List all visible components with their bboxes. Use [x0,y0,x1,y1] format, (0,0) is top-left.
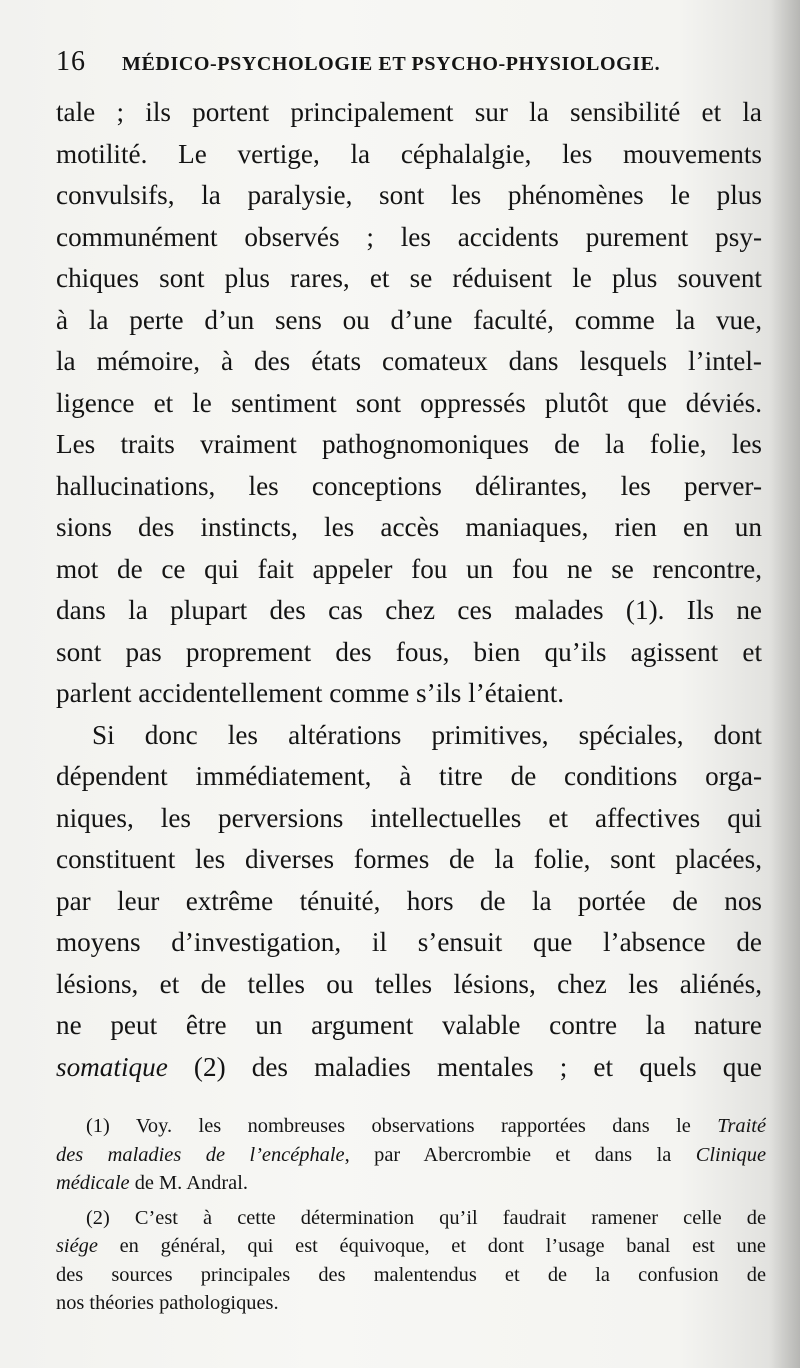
footnote-1-line [56,1141,766,1170]
footnote-1-line [56,1169,766,1198]
text-line: ligence et le sentiment sont oppressés plutôt que déviés. [56,387,762,418]
footnote-2-line: des sources principales des malentendus et de la confusion de [56,1263,766,1286]
main-text [56,92,762,1088]
paragraph-start-line: Si donc les altérations primitives, spéciales, dont [92,719,762,750]
text-line: ne peut être un argument valable contre la nature [56,1010,762,1040]
text-line: à la perte d’un sens ou d’une faculté, comme la vue, [56,304,762,335]
text-line: sions des instincts, les accès maniaques, rien en un [56,512,762,542]
page-edge-shadow [770,0,800,1368]
text-line: par leur extrême ténuité, hors de la portée de nos [56,885,762,916]
footnote-1-line [56,1112,766,1141]
text-line: tale ; ils portent principalement sur la sensibilité et la [56,97,762,127]
text-line: convulsifs, la paralysie, sont les phénomènes le plus [56,180,762,210]
text-line: dépendent immédiatement, à titre de conditions orga- [56,761,762,791]
italic-word: somatique [56,1051,168,1082]
text-line: constituent les diverses formes de la folie, sont placées, [56,844,762,874]
italic-run: des maladies de l’encéphale [56,1143,345,1166]
paragraph-end-line: parlent accidentellement comme s’ils l’étaient. [56,678,565,708]
text-line: communément observés ; les accidents purement psy- [56,221,762,252]
italic-run: Clinique [695,1143,766,1166]
running-title: MÉDICO-PSYCHOLOGIE ET PSYCHO-PHYSIOLOGIE. [122,53,661,75]
italic-run: siége [56,1235,98,1257]
footnote-2-line: nos théories pathologiques. [56,1292,279,1314]
text-run: , par Abercrombie et dans la [344,1143,696,1166]
footnotes [56,1112,766,1318]
text-line: dans la plupart des cas chez ces malades (1). Ils ne [56,595,762,625]
text-line: niques, les perversions intellectuelles et affectives qui [56,802,762,833]
page-header [56,42,756,82]
footnote-2-line [56,1232,766,1261]
text-line: lésions, et de telles ou telles lésions, chez les aliénés, [56,968,762,999]
text-run: (1) Voy. les nombreuses observations rapportées dans le [86,1115,718,1137]
text-line [56,1047,762,1089]
text-line: mot de ce qui fait appeler fou un fou ne se rencontre, [56,553,762,584]
page-number: 16 [56,46,86,77]
text-line: motilité. Le vertige, la céphalalgie, les mouvements [56,138,762,169]
text-run: (2) des maladies mentales ; et quels que [167,1051,762,1082]
text-line: chiques sont plus rares, et se réduisent le plus souvent [56,263,762,293]
text-line: moyens d’investigation, il s’ensuit que l’absence de [56,927,762,957]
text-line: Les traits vraiment pathognomoniques de la folie, les [56,429,762,459]
text-run: de M. Andral. [129,1172,248,1194]
text-line: la mémoire, à des états comateux dans lesquels l’intel- [56,346,762,376]
text-line: hallucinations, les conceptions délirantes, les perver- [56,470,762,501]
italic-run: Traité [717,1115,766,1137]
text-run: en général, qui est équivoque, et dont l’usage banal est une [97,1235,766,1257]
footnote-2-line: (2) C’est à cette détermination qu’il faudrait ramener celle de [86,1206,766,1229]
italic-run: médicale [56,1172,130,1194]
text-line: sont pas proprement des fous, bien qu’ils agissent et [56,636,762,667]
